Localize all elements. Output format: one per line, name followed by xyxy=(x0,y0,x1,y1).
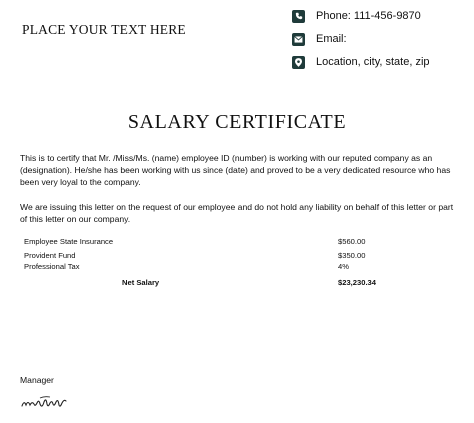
contact-location-text: Location, city, state, zip xyxy=(316,56,430,68)
row-value: 4% xyxy=(338,262,349,271)
header-placeholder-text: PLACE YOUR TEXT HERE xyxy=(22,22,186,37)
body-paragraph-1: This is to certify that Mr. /Miss/Ms. (name) employee ID (number) is working with our reputed company as an (designation). He/she has been working with us since (date) and proved to be a very dedicated resource who has been very loyal to the company. xyxy=(20,153,451,187)
location-pin-icon xyxy=(292,56,305,69)
signature-image xyxy=(20,394,70,417)
net-salary-row xyxy=(24,278,444,289)
contact-phone-text: Phone: 111-456-9870 xyxy=(316,10,421,22)
row-label: Professional Tax xyxy=(24,262,80,271)
email-icon xyxy=(292,33,305,46)
table-row xyxy=(24,237,444,248)
table-row xyxy=(24,251,444,262)
phone-icon xyxy=(292,10,305,23)
contact-block xyxy=(292,6,470,75)
contact-location xyxy=(292,52,470,72)
net-salary-label: Net Salary xyxy=(122,278,160,287)
manager-label: Manager xyxy=(20,375,54,385)
certificate-title: SALARY CERTIFICATE xyxy=(127,111,347,133)
row-label: Provident Fund xyxy=(24,251,76,260)
body-paragraph-2: We are issuing this letter on the request of our employee and do not hold any liability on behalf of this letter or part of this letter on our company. xyxy=(20,202,454,224)
row-value: $560.00 xyxy=(338,237,366,246)
contact-email-text: Email: xyxy=(316,33,347,45)
contact-phone xyxy=(292,6,470,26)
net-salary-value: $23,230.34 xyxy=(338,278,377,287)
contact-email xyxy=(292,29,470,49)
row-value: $350.00 xyxy=(338,251,366,260)
table-row xyxy=(24,262,444,273)
row-label: Employee State Insurance xyxy=(24,237,114,246)
